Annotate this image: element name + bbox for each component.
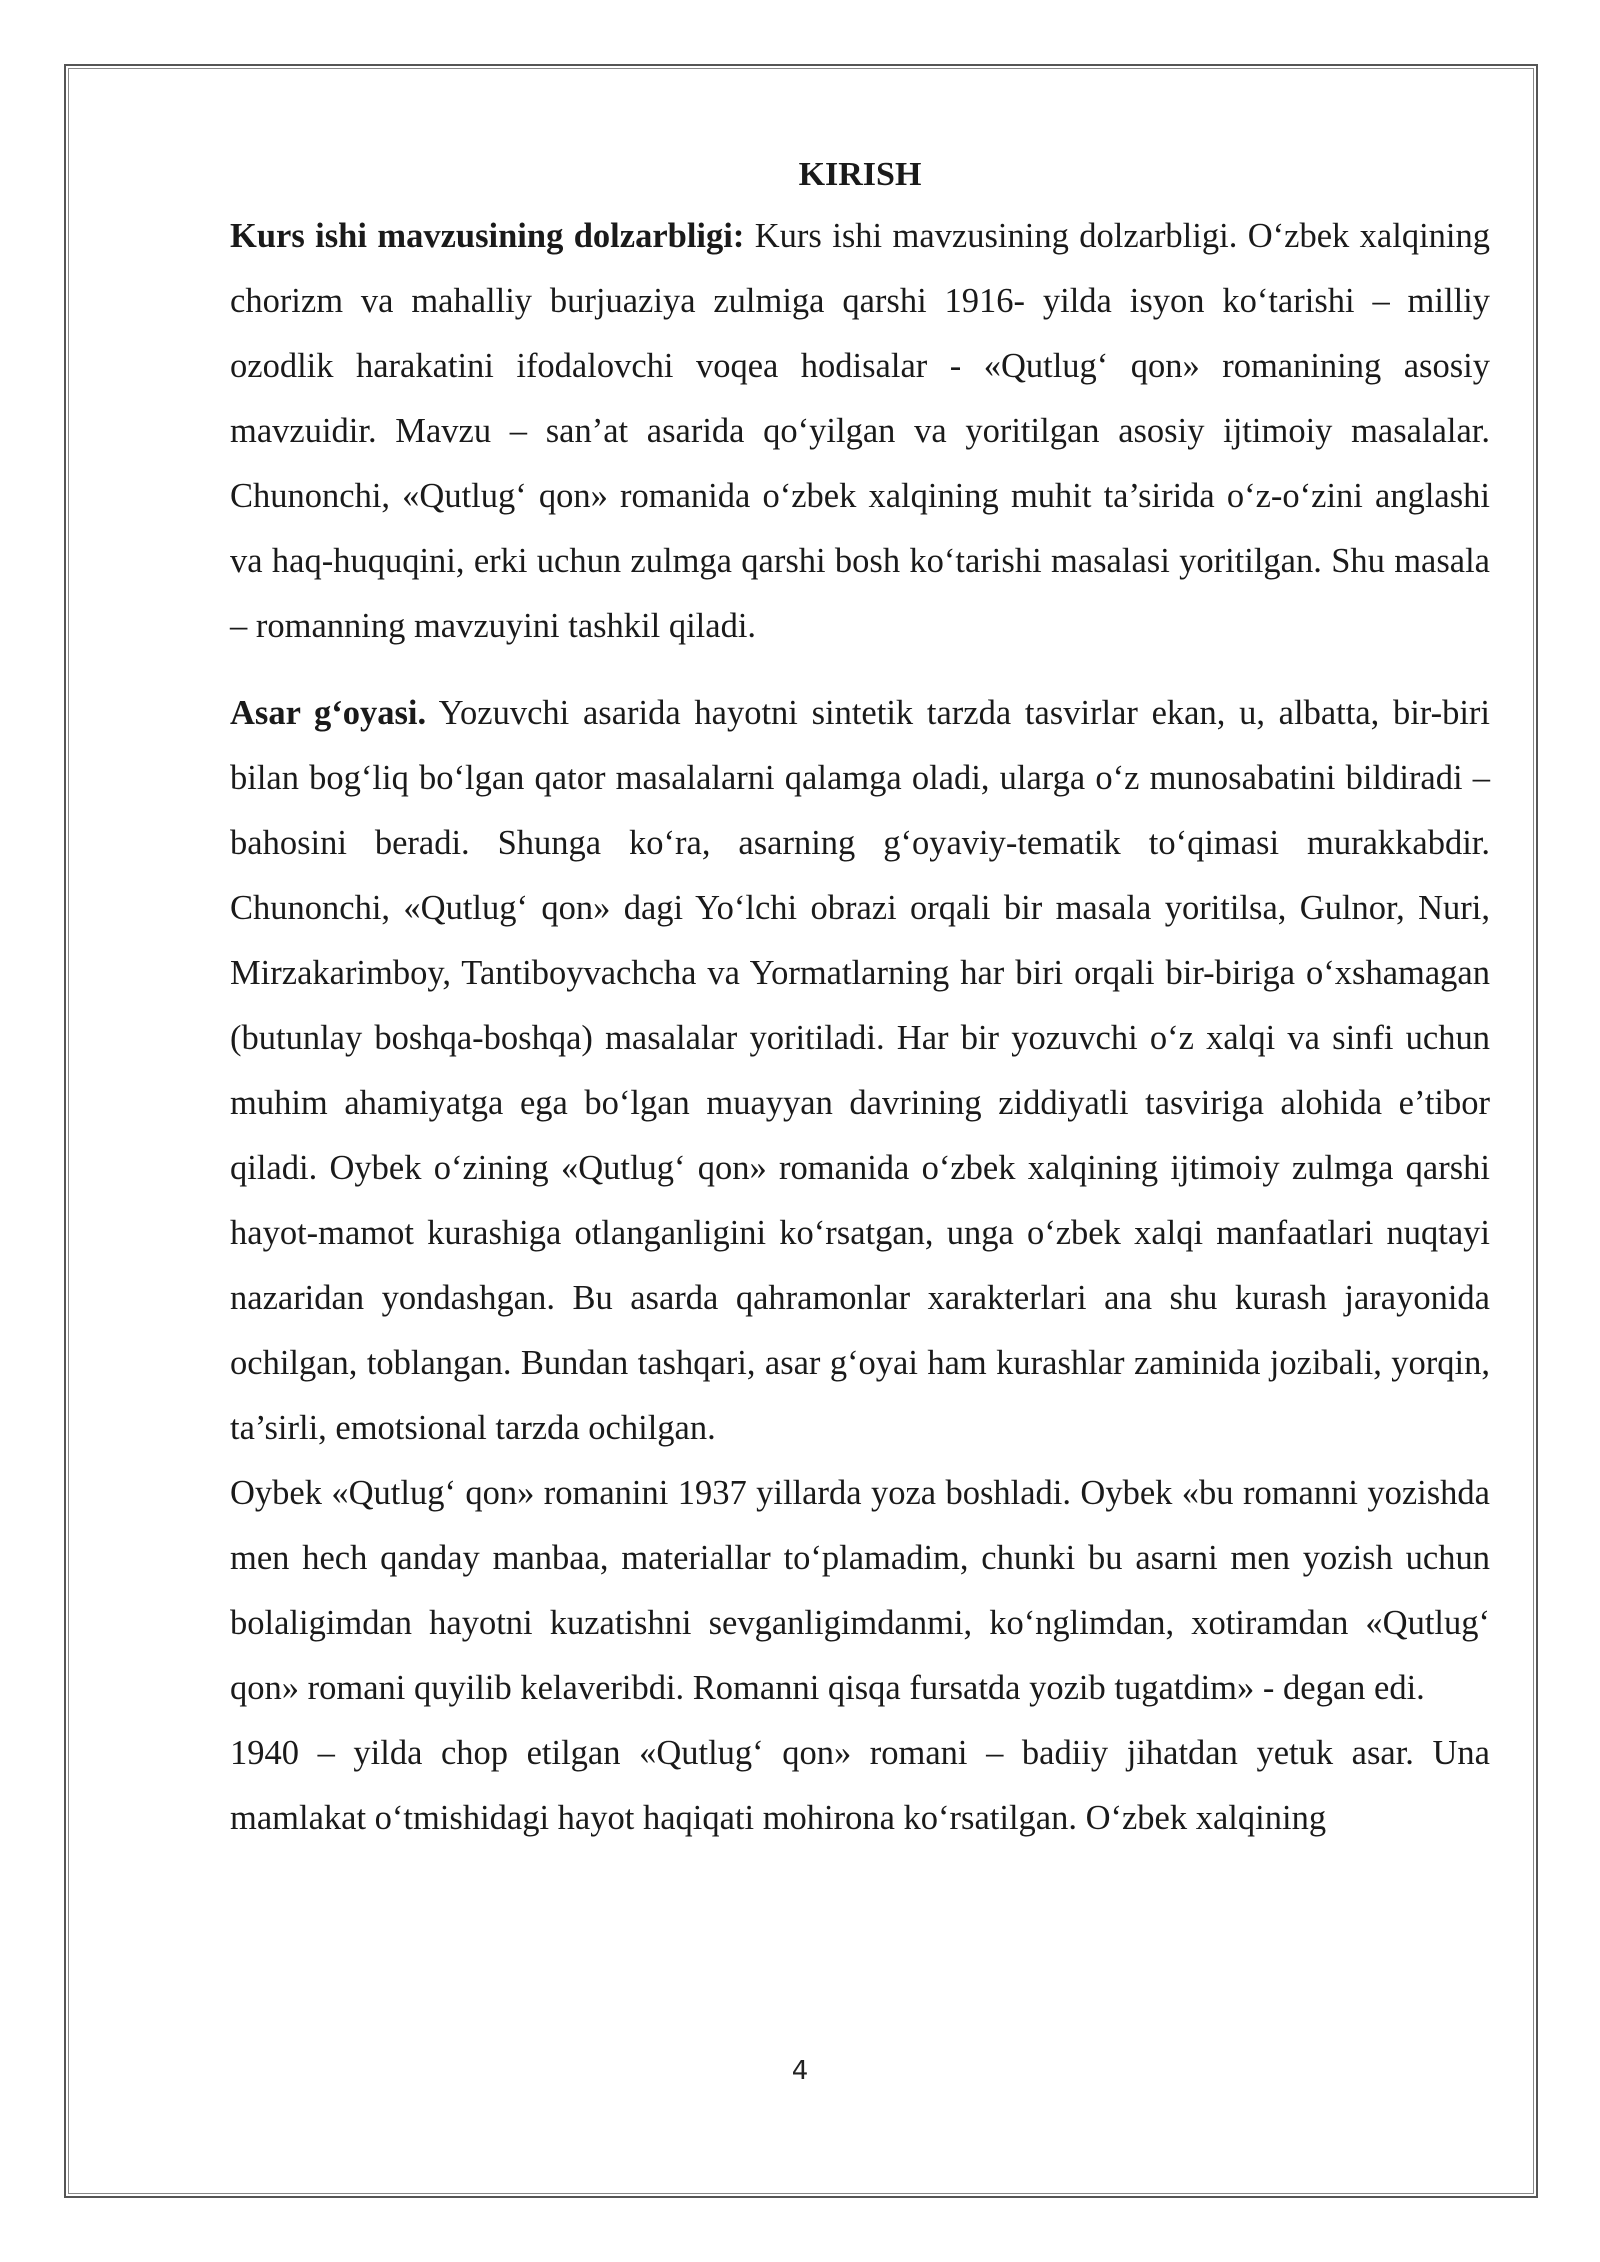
document-body <box>230 150 1490 1851</box>
page-title: KIRISH <box>798 156 922 193</box>
body-paragraph: Oybek «Qutlug‘ qon» romanini 1937 yillarda yoza boshladi. Oybek «bu romanni yozishda men hech qanday manbaa, materiallar to‘plamadim, chunki bu asarni men yozish uchun bolaligimdan hayotni kuzatishni sevganligimdanmi, ko‘nglimdan, xotiramdan «Qutlug‘ qon» romani quyilib kelaveribdi. Romanni qisqa fursatda yozib tugatdim» - degan edi. <box>230 1474 1490 1707</box>
relevance-paragraph <box>230 204 1490 659</box>
page-number: 4 <box>791 2056 809 2086</box>
idea-heading: Asar g‘oyasi. <box>230 694 427 732</box>
relevance-text: Kurs ishi mavzusining dolzarbligi. O‘zbek xalqining chorizm va mahalliy burjuaziya zulmiga qarshi 1916- yilda isyon ko‘tarishi – milliy ozodlik harakatini ifodalovchi voqea hodisalar - «Qutlug‘ qon» romanining asosiy mavzuidir. Mavzu – san’at asarida qo‘yilgan va yoritilgan asosiy ijtimoiy masalalar. Chunonchi, «Qutlug‘ qon» romanida o‘zbek xalqining muhit ta’sirida o‘z-o‘zini anglashi va haq-huquqini, erki uchun zulmga qarshi bosh ko‘tarishi masalasi yoritilgan. Shu masala – romanning mavzuyini tashkil qiladi. <box>230 217 1490 645</box>
relevance-heading: Kurs ishi mavzusining dolzarbligi: <box>230 217 745 255</box>
body-paragraph: 1940 – yilda chop etilgan «Qutlug‘ qon» romani – badiiy jihatdan yetuk asar. Una mamlakat o‘tmishidagi hayot haqiqati mohirona ko‘rsatilgan. O‘zbek xalqining <box>230 1734 1490 1837</box>
idea-paragraph <box>230 681 1490 1461</box>
idea-text: Yozuvchi asarida hayotni sintetik tarzda tasvirlar ekan, u, albatta, bir-biri bilan bog‘liq bo‘lgan qator masalalarni qalamga oladi, ularga o‘z munosabatini bildiradi – bahosini beradi. Shunga ko‘ra, asarning g‘oyaviy-tematik to‘qimasi murakkabdir. Chunonchi, «Qutlug‘ qon» dagi Yo‘lchi obrazi orqali bir masala yoritilsa, Gulnor, Nuri, Mirzakarimboy, Tantiboyvachcha va Yormatlarning har biri orqali bir-biriga o‘xshamagan (butunlay boshqa-boshqa) masalalar yoritiladi. Har bir yozuvchi o‘z xalqi va sinfi uchun muhim ahamiyatga ega bo‘lgan muayyan davrining ziddiyatli tasviriga alohida e’tibor qiladi. Oybek o‘zining «Qutlug‘ qon» romanida o‘zbek xalqining ijtimoiy zulmga qarshi hayot-mamot kurashiga otlanganligini ko‘rsatgan, unga o‘zbek xalqi manfaatlari nuqtayi nazaridan yondashgan. Bu asarda qahramonlar xarakterlari ana shu kurash jarayonida ochilgan, toblangan. Bundan tashqari, asar g‘oyai ham kurashlar zaminida jozibali, yorqin, ta’sirli, emotsional tarzda ochilgan. <box>230 694 1491 1447</box>
